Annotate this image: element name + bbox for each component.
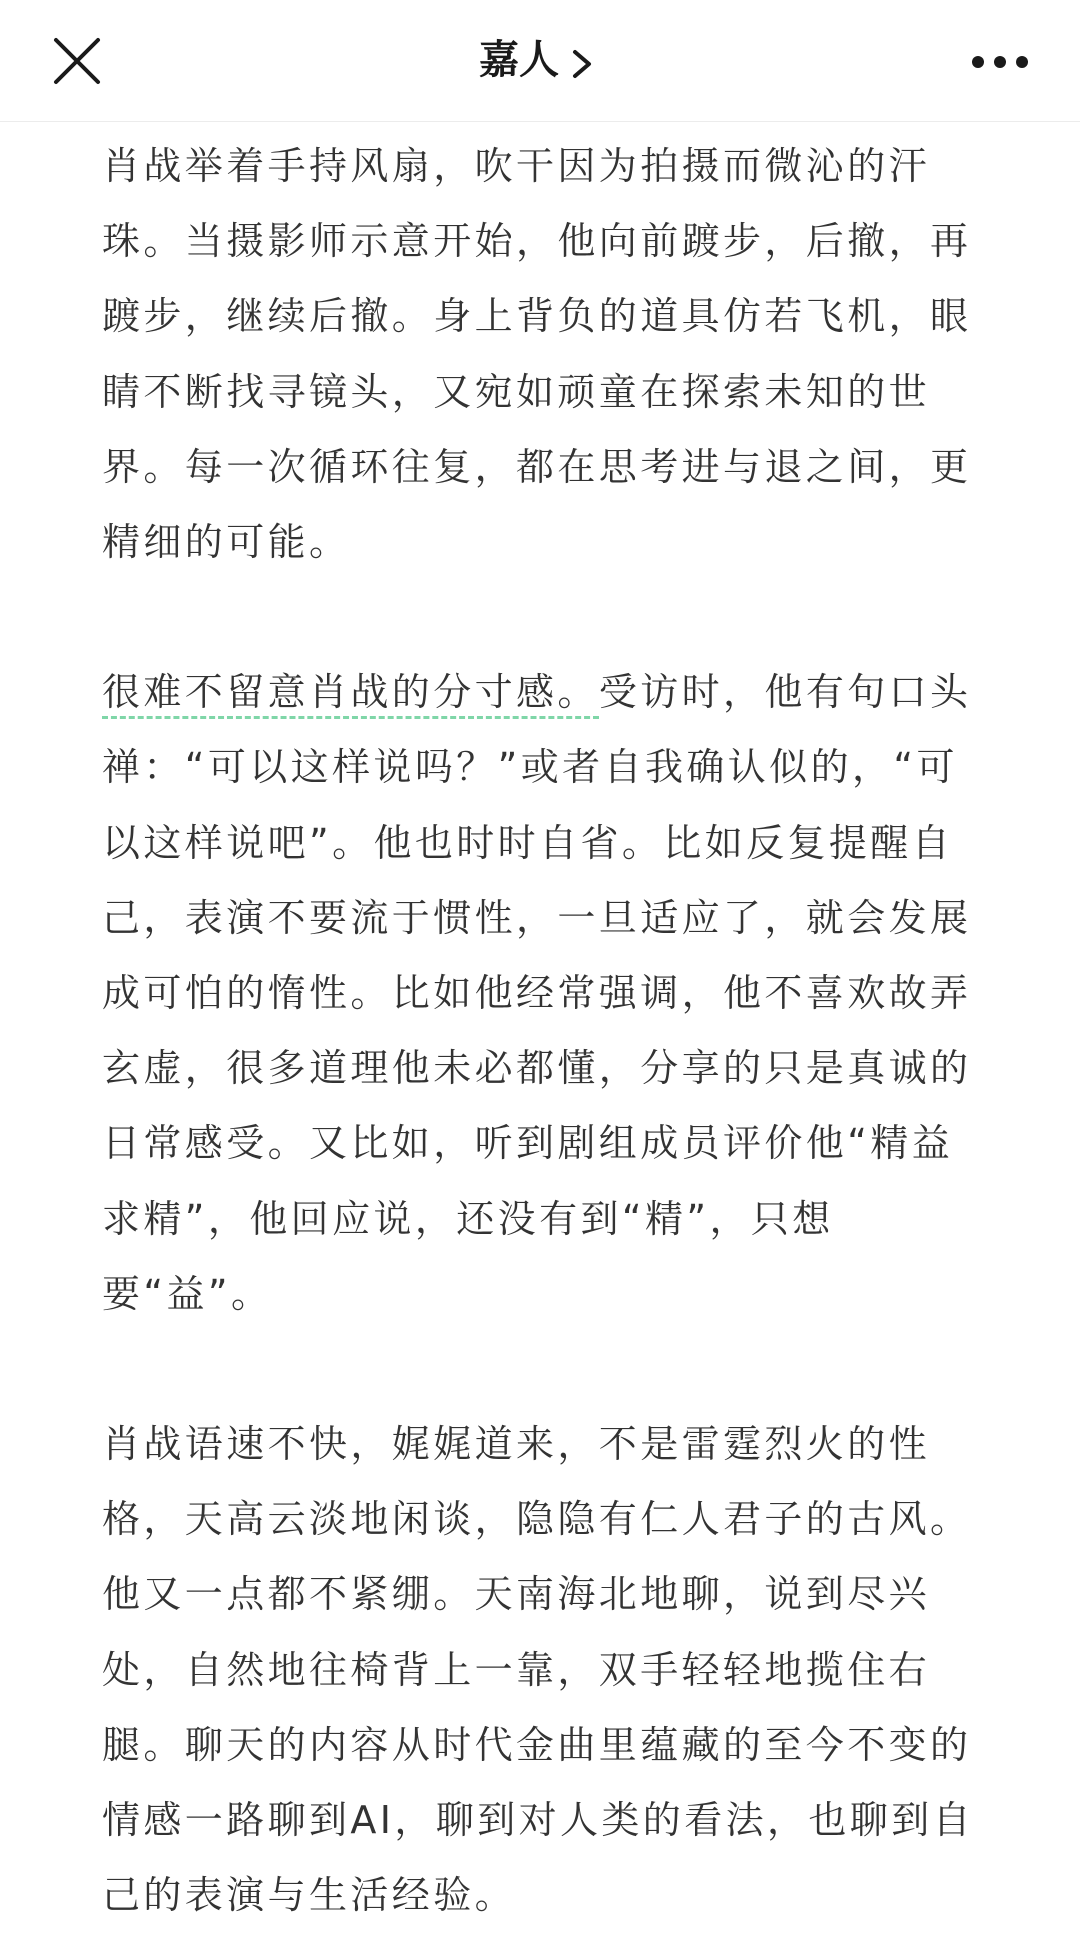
article-paragraph-2-text: 受访时，他有句口头禅：“可以这样说吗？”或者自我确认似的，“可以这样说吧”。他也时时自省。比如反复提醒自己，表演不要流于惯性，一旦适应了，就会发展成可怕的惰性。比如他经常强调，他不喜欢故弄玄虚，很多道理他未必都懂，分享的只是真诚的日常感受。又比如，听到剧组成员评价他“精益求精”，他回应说，还没有到“精”，只想要“益”。: [102, 670, 972, 1316]
article-body: [102, 122, 982, 1933]
article-paragraph-1: 肖战举着手持风扇，吹干因为拍摄而微沁的汗珠。当摄影师示意开始，他向前踱步，后撤，再踱步，继续后撤。身上背负的道具仿若飞机，眼睛不断找寻镜头，又宛如顽童在探索未知的世界。每一次循环往复，都在思考进与退之间，更精细的可能。: [102, 144, 972, 565]
top-nav-bar: [0, 0, 1080, 122]
more-dots-icon[interactable]: [968, 42, 1032, 82]
account-title-link[interactable]: [0, 28, 1080, 92]
account-title: 嘉人: [479, 37, 559, 83]
chevron-right-icon: [565, 39, 601, 79]
highlighted-phrase[interactable]: 很难不留意肖战的分寸感。: [102, 670, 599, 719]
article-paragraph-3: 肖战语速不快，娓娓道来，不是雷霆烈火的性格，天高云淡地闲谈，隐隐有仁人君子的古风。他又一点都不紧绷。天南海北地聊，说到尽兴处，自然地往椅背上一靠，双手轻轻地揽住右腿。聊天的内容从时代金曲里蕴藏的至今不变的情感一路聊到AI，聊到对人类的看法，也聊到自己的表演与生活经验。: [102, 1422, 975, 1918]
article-paragraph-2: [102, 655, 982, 1332]
